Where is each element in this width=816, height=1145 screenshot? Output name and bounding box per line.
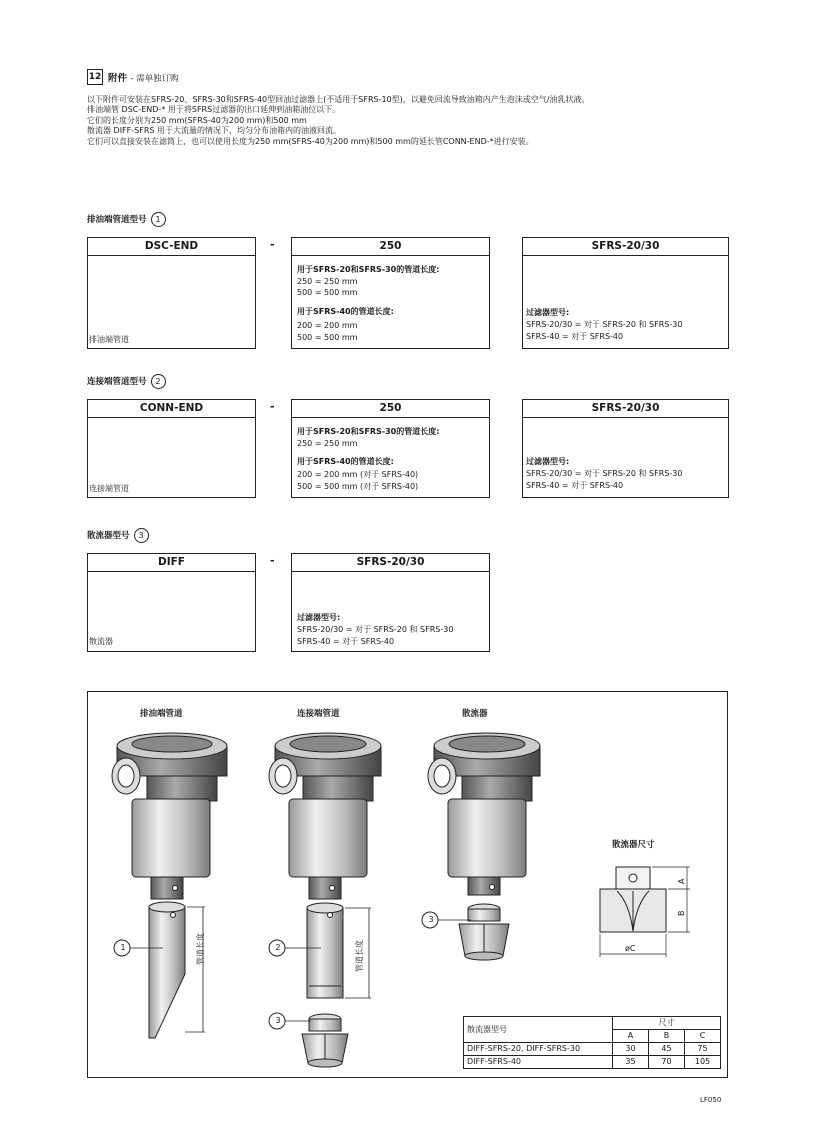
table-header-row: [464, 1017, 721, 1030]
pipe-length-label: 管道长度: [355, 940, 364, 972]
circle-number: 3: [134, 528, 149, 543]
filter-option: SFRS-20/30 = 对于 SFRS-20 和 SFRS-30: [526, 320, 683, 329]
cell-c: 75: [685, 1043, 721, 1056]
length-desc-box: [291, 417, 490, 498]
intro-line: 排油端管 DSC-END-* 用于将SFRS过滤器的出口延伸到油箱油位以下。: [87, 105, 341, 115]
block-label-text: 散流器型号: [87, 531, 130, 541]
pipe-length-label: 管道长度: [196, 933, 205, 965]
filter-outlet-1: [151, 877, 183, 899]
filter-desc-box: [522, 255, 729, 349]
section-number: 12: [87, 69, 103, 85]
block-label-text: 排油端管道型号: [87, 215, 147, 225]
diffuser-2: [302, 1014, 348, 1067]
cell-b: 70: [649, 1056, 685, 1069]
model-desc-box: [87, 255, 256, 349]
conn-pipe: [307, 908, 343, 998]
length-option: 500 = 500 mm: [297, 288, 358, 297]
filter-option: SFRS-40 = 对于 SFRS-40: [526, 481, 624, 490]
filter-head-2: [269, 733, 381, 801]
filter-code-box: SFRS-20/30: [291, 553, 490, 572]
length-option: 200 = 200 mm (对于 SFRS-40): [297, 470, 419, 479]
page-footer-code: LF050: [700, 1096, 722, 1104]
filter-option: SFRS-20/30 = 对于 SFRS-20 和 SFRS-30: [526, 469, 683, 478]
drain-pipe: [149, 907, 185, 1038]
cell-b: 45: [649, 1043, 685, 1056]
filter-outlet-3: [468, 877, 500, 895]
callout-number: 2: [275, 943, 281, 952]
col-b: B: [649, 1030, 685, 1043]
block-label-conn: [87, 374, 166, 389]
header-size: 尺寸: [613, 1017, 721, 1030]
section-title-text: 附件: [108, 73, 128, 84]
filter-option: SFRS-40 = 对于 SFRS-40: [526, 332, 624, 341]
cell-c: 105: [685, 1056, 721, 1069]
diffuser-3: [459, 904, 509, 960]
dim-label-b: B: [677, 910, 686, 916]
section-title: [108, 70, 179, 84]
circle-number: 1: [151, 212, 166, 227]
dim-label-a: A: [677, 878, 686, 884]
section-subtitle: - 需单独订购: [130, 74, 179, 84]
cell-model: DIFF-SFRS-40: [464, 1056, 613, 1069]
filter-heading: 过滤器型号:: [526, 457, 570, 466]
callout-number: 3: [275, 1016, 281, 1025]
separator-dash: -: [270, 238, 275, 251]
model-desc-box: [87, 417, 256, 498]
intro-text: [87, 95, 747, 147]
figure-label-drain: 排油端管道: [140, 709, 183, 719]
filter-code-box: SFRS-20/30: [522, 237, 729, 256]
filter-heading: 过滤器型号:: [526, 308, 570, 317]
filter-code-box: SFRS-20/30: [522, 399, 729, 418]
filter-outlet-2: [309, 877, 341, 899]
cell-a: 30: [613, 1043, 649, 1056]
model-desc: 散流器: [89, 637, 113, 646]
figure-label-conn: 连接端管道: [297, 709, 340, 719]
circle-number: 2: [151, 374, 166, 389]
model-desc: 连接端管道: [89, 484, 129, 493]
block-label-diff: [87, 528, 149, 543]
model-code-box: DSC-END: [87, 237, 256, 256]
cell-a: 35: [613, 1056, 649, 1069]
length-code-box: 250: [291, 399, 490, 418]
length-option: 500 = 500 mm: [297, 333, 358, 342]
separator-dash: -: [270, 554, 275, 567]
block-label-text: 连接端管道型号: [87, 377, 147, 387]
length-heading: 用于SFRS-40的管道长度:: [297, 307, 394, 316]
intro-line: 以下附件可安装在SFRS-20、SFRS-30和SFRS-40型回油过滤器上(不适用于SFRS-10型)，以避免回流导致油箱内产生泡沫或空气/油乳状液。: [87, 95, 590, 104]
length-option: 250 = 250 mm: [297, 277, 358, 286]
model-desc-box: [87, 571, 256, 652]
separator-dash: -: [270, 400, 275, 413]
dim-label-c: øC: [625, 944, 636, 953]
model-code-box: CONN-END: [87, 399, 256, 418]
diffuser-dims-table: [463, 1016, 721, 1069]
block-label-drain: [87, 212, 166, 227]
callout-number: 1: [120, 943, 126, 952]
filter-head-3: [428, 733, 540, 801]
filter-desc-box: [522, 417, 729, 498]
callout-number: 3: [428, 915, 434, 924]
filter-bowl-2: [289, 799, 367, 877]
intro-line: 它们的长度分别为250 mm(SFRS-40为200 mm)和500 mm: [87, 115, 307, 125]
model-desc: 排油端管道: [89, 335, 129, 344]
header-model: 散流器型号: [464, 1017, 613, 1043]
cell-model: DIFF-SFRS-20, DIFF-SFRS-30: [464, 1043, 613, 1056]
col-c: C: [685, 1030, 721, 1043]
filter-option: SFRS-20/30 = 对于 SFRS-20 和 SFRS-30: [297, 625, 454, 634]
length-heading: 用于SFRS-20和SFRS-30的管道长度:: [297, 427, 440, 436]
col-a: A: [613, 1030, 649, 1043]
table-row: [464, 1056, 721, 1069]
filter-head-1: [112, 733, 227, 801]
length-desc-box: [291, 255, 490, 349]
filter-bowl-1: [132, 799, 210, 877]
figure-label-diff: 散流器: [462, 709, 488, 719]
model-code-box: DIFF: [87, 553, 256, 572]
intro-line: 散流器 DIFF-SFRS 用于大流量的情况下，均匀分布油箱内的油液回流。: [87, 126, 342, 136]
length-heading: 用于SFRS-20和SFRS-30的管道长度:: [297, 265, 440, 274]
length-option: 500 = 500 mm (对于 SFRS-40): [297, 482, 419, 491]
table-row: [464, 1043, 721, 1056]
filter-bowl-3: [448, 799, 526, 877]
filter-heading: 过滤器型号:: [297, 613, 341, 622]
filter-desc-box: [291, 571, 490, 652]
filter-option: SFRS-40 = 对于 SFRS-40: [297, 637, 395, 646]
length-code-box: 250: [291, 237, 490, 256]
length-option: 200 = 200 mm: [297, 321, 358, 330]
length-heading: 用于SFRS-40的管道长度:: [297, 457, 394, 466]
diffuser-dim-title: 散流器尺寸: [612, 840, 655, 850]
intro-line: 它们可以直接安装在滤筒上，也可以使用长度为250 mm(SFRS-40为200 mm)和500 mm的延长管CONN-END-*进行安装。: [87, 136, 534, 146]
length-option: 250 = 250 mm: [297, 439, 358, 448]
